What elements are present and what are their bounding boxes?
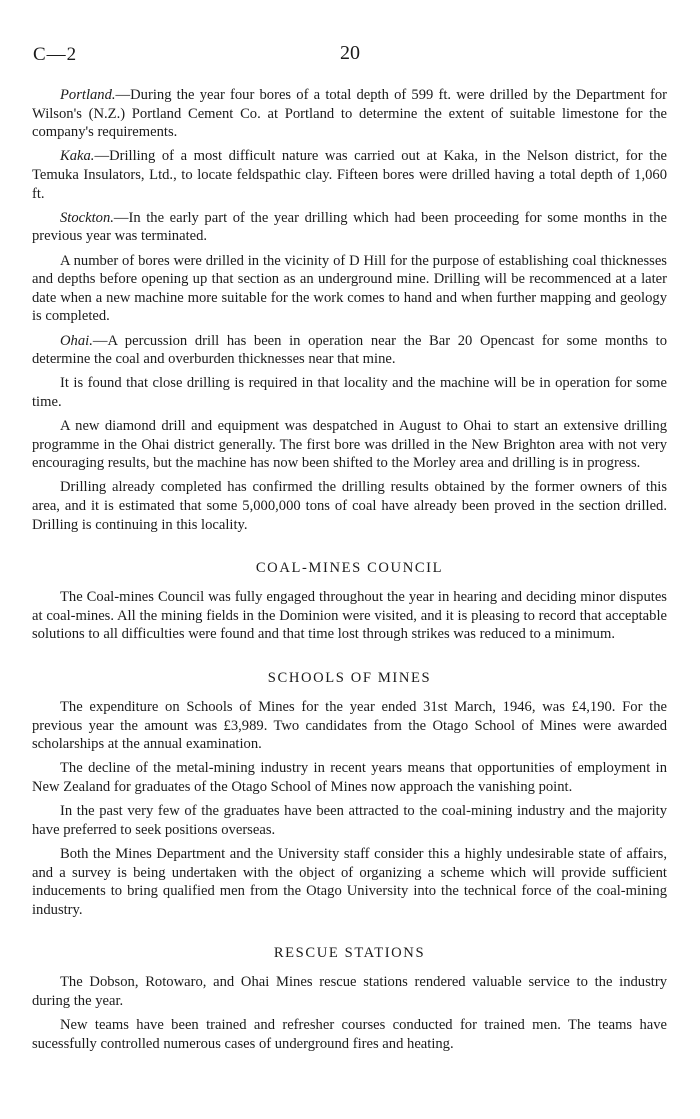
- paragraph: The Dobson, Rotowaro, and Ohai Mines rescue stations rendered valuable service to the industry during the year.: [32, 974, 667, 1009]
- paragraph-lead: Ohai.: [60, 332, 93, 349]
- paragraph: The Coal-mines Council was fully engaged throughout the year in hearing and deciding minor disputes at coal-mines. All the mining fields in the Dominion were visited, and it is pleasing to record that acceptable solutions to all difficulties were found and that time lost through strikes was reduced to a minimum.: [32, 589, 667, 643]
- section-heading: SCHOOLS OF MINES: [267, 670, 432, 686]
- paragraph-text: It is found that close drilling is required in that locality and the machine will be in operation for some time.: [32, 375, 667, 410]
- drilling-section: [32, 86, 667, 534]
- schools-of-mines-section: [32, 670, 667, 919]
- paragraph-text: Drilling already completed has confirmed the drilling results obtained by the former owners of this area, and it is estimated that some 5,000,000 tons of coal have already been proved in the section drilled. Drilling is continuing in this locality.: [32, 479, 667, 533]
- paragraph-lead: Kaka.: [60, 148, 95, 165]
- paragraph-text: —Drilling of a most difficult nature was carried out at Kaka, in the Nelson district, for the Temuka Insulators, Ltd., to locate feldspathic clay. Fifteen bores were drilled having a total depth of 1,060 ft.: [32, 148, 667, 202]
- paragraph-portland: [32, 86, 667, 142]
- section-heading: RESCUE STATIONS: [273, 945, 426, 962]
- section-heading: COAL-MINES COUNCIL: [255, 560, 444, 577]
- paragraph-text: —During the year four bores of a total depth of 599 ft. were drilled by the Department for Wilson's (N.Z.) Portland Cement Co. at Portland to determine the extent of suitable limestone for the company's requirements.: [32, 87, 667, 141]
- paragraph: The expenditure on Schools of Mines for the year ended 31st March, 1946, was £4,190. For the previous year the amount was £3,989. Two candidates from the Otago School of Mines were awarded scholarships at the annual examination.: [32, 699, 667, 753]
- coal-mines-council-section: [32, 560, 667, 644]
- paragraph-kaka: [32, 147, 667, 203]
- paragraph-diamond-drill: [32, 417, 667, 473]
- paragraph-drilling-results: [32, 478, 667, 534]
- paragraph: Both the Mines Department and the University staff consider this a highly undesirable state of affairs, and a survey is being undertaken with the object of organizing a scheme which will provide sufficient inducements to bring qualified men from the Otago University into the technical force of the coal-mining industry.: [32, 845, 667, 918]
- paragraph-text: A number of bores were drilled in the vicinity of D Hill for the purpose of establishing coal thicknesses and depths before opening up that section as an underground mine. Drilling will be recommenced at a later date when a new machine more suitable for the work comes to hand and when further mapping and geology is completed.: [32, 252, 667, 325]
- paragraph-close-drilling: [32, 374, 667, 411]
- parliamentary-paper-code: C—2: [33, 44, 78, 65]
- paragraph: New teams have been trained and refresher courses conducted for trained men. The teams have sucessfully controlled numerous cases of underground fires and heating.: [32, 1017, 667, 1052]
- paragraph-text: —In the early part of the year drilling which had been proceeding for some months in the previous year was terminated.: [32, 209, 667, 245]
- page-number: 20: [340, 42, 360, 64]
- paragraph-stockton: [32, 209, 667, 246]
- paragraph-text: —A percussion drill has been in operation near the Bar 20 Opencast for some months to determine the coal and overburden thicknesses near that mine.: [32, 332, 667, 368]
- paragraph-lead: Stockton.: [60, 209, 114, 226]
- paragraph-text: A new diamond drill and equipment was despatched in August to Ohai to start an extensive drilling programme in the Ohai district generally. The first bore was drilled in the New Brighton area with not very encouraging results, but the machine has now been shifted to the Morley area and drilling is in progress.: [32, 418, 667, 472]
- paragraph-d-hill: [32, 252, 667, 326]
- paragraph-ohai: [32, 332, 667, 369]
- rescue-stations-section: [32, 945, 667, 1053]
- paragraph-lead: Portland.: [60, 87, 116, 103]
- paragraph: In the past very few of the graduates have been attracted to the coal-mining industry and the majority have preferred to seek positions overseas.: [32, 803, 667, 838]
- page-body: [32, 86, 667, 1059]
- paragraph: The decline of the metal-mining industry in recent years means that opportunities of employment in New Zealand for graduates of the Otago School of Mines now approach the vanishing point.: [32, 760, 667, 795]
